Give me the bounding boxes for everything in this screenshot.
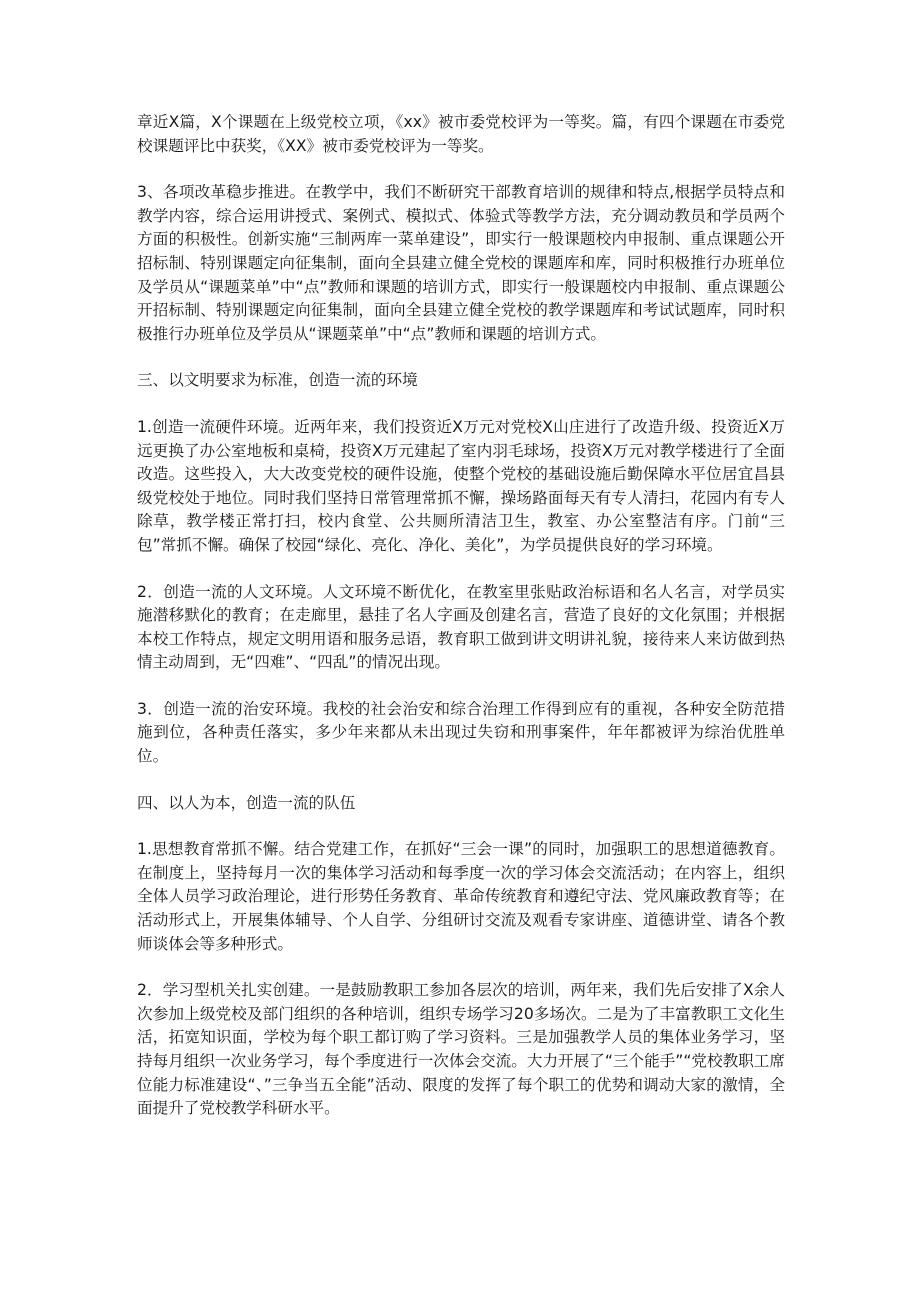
paragraph-continuation: 章近X篇，X个课题在上级党校立项，《xx》被市委党校评为一等奖。篇，有四个课题在市委党校课题评比中获奖，《XX》被市委党校评为一等奖。 <box>137 113 785 155</box>
paragraph-cultural-environment: 2．创造一流的人文环境。人文环境不断优化，在教室里张贴政治标语和名人名言，对学员实施潜移默化的教育；在走廊里，悬挂了名人字画及创建名言，营造了良好的文化氛围；并根据本校工作特点，规定文明用语和服务忌语，教育职工做到讲文明讲礼貌，接待来人来访做到热情主动周到，无“四难”、“四乱”的情况出现。 <box>137 582 785 672</box>
paragraph-ideological-education: 1.思想教育常抓不懈。结合党建工作，在抓好“三会一课”的同时，加强职工的思想道德教育。在制度上，坚持每月一次的集体学习活动和每季度一次的学习体会交流活动；在内容上，组织全体人员学习政治理论，进行形势任务教育、革命传统教育和遵纪守法、党风廉政教育等；在活动形式上，开展集体辅导、个人自学、分组研讨交流及观看专家讲座、道德讲堂、请各个教师谈体会等多种形式。 <box>137 840 785 953</box>
paragraph-reform-progress: 3、各项改革稳步推进。在教学中，我们不断研究干部教育培训的规律和特点,根据学员特点和教学内容，综合运用讲授式、案例式、模拟式、体验式等教学方法，充分调动教员和学员两个方面的积极性。创新实施“三制两库一菜单建设”，即实行一般课题校内申报制、重点课题公开招标制、特别课题定向征集制，面向全县建立健全党校的课题库和库，同时积极推行办班单位及学员从“课题菜单”中“点”教师和课题的培训方式，即实行一般课题校内申报制、重点课题公开招标制、特别课题定向征集制，面向全县建立健全党校的教学课题库和考试试题库，同时积极推行办班单位及学员从“课题菜单”中“点”教师和课题的培训方式。 <box>137 183 785 343</box>
paragraph-learning-organization: 2．学习型机关扎实创建。一是鼓励教职工参加各层次的培训，两年来，我们先后安排了X余人次参加上级党校及部门组织的各种培训，组织专场学习20多场次。二是为了丰富教职工文化生活，拓宽知识面，学校为每个职工都订购了学习资料。三是加强教学人员的集体业务学习，坚持每月组织一次业务学习，每个季度进行一次体会交流。大力开展了“三个能手”“党校教职工席位能力标准建设“、”三争当五全能”活动、限度的发挥了每个职工的优势和调动大家的激情，全面提升了党校教学科研水平。 <box>137 981 785 1118</box>
document-page <box>137 105 785 1121</box>
section-heading-team: 四、以人为本，创造一流的队伍 <box>137 793 356 812</box>
paragraph-hardware-environment: 1.创造一流硬件环境。近两年来，我们投资近X万元对党校X山庄进行了改造升级、投资近X万远更换了办公室地板和桌椅，投资X万元建起了室内羽毛球场，投资X万元对教学楼进行了全面改造。这些投入，大大改变党校的硬件设施，使整个党校的基础设施后勤保障水平位居宜昌县级党校处于地位。同时我们坚持日常管理常抓不懈，操场路面每天有专人清扫，花园内有专人除草，教学楼正常打扫，校内食堂、公共厕所清洁卫生，教室、办公室整洁有序。门前“三包”常抓不懈。确保了校园“绿化、亮化、净化、美化”，为学员提供良好的学习环境。 <box>137 417 785 554</box>
paragraph-security-environment: 3．创造一流的治安环境。我校的社会治安和综合治理工作得到应有的重视，各种安全防范措施到位，各种责任落实，多少年来都从未出现过失窃和刑事案件，年年都被评为综治优胜单位。 <box>137 699 785 766</box>
section-heading-environment: 三、以文明要求为标准，创造一流的环境 <box>137 371 418 390</box>
